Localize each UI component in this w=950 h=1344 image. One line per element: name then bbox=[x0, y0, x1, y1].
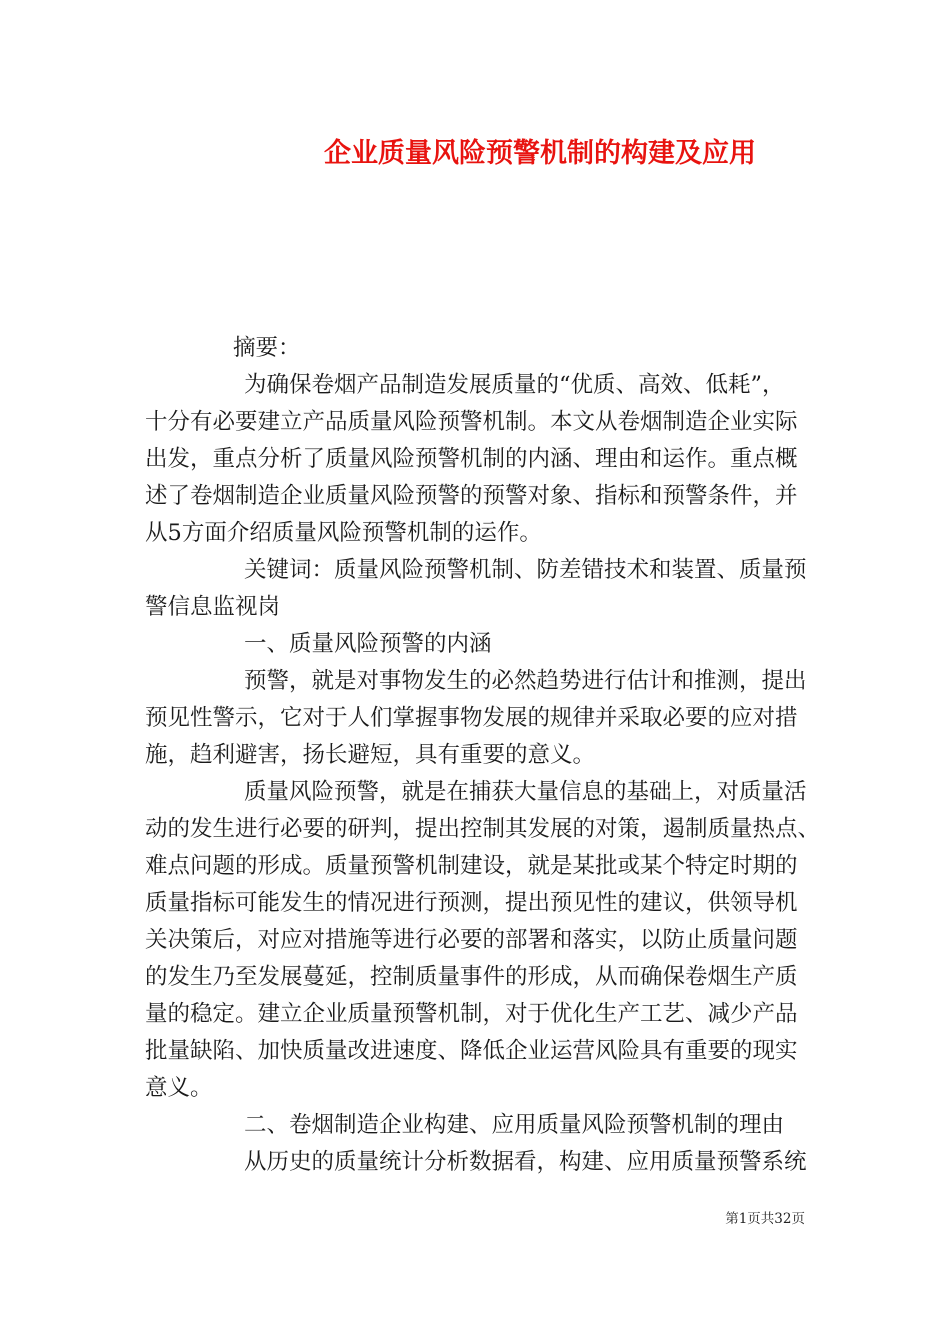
text-line: 述了卷烟制造企业质量风险预警的预警对象、指标和预警条件，并 bbox=[145, 483, 798, 509]
text-line: 施，趋利避害，扬长避短，具有重要的意义。 bbox=[145, 742, 596, 768]
text-line: 量的稳定。建立企业质量预警机制，对于优化生产工艺、减少产品 bbox=[145, 1001, 798, 1027]
text-line: 质量风险预警，就是在捕获大量信息的基础上，对质量活 bbox=[244, 779, 807, 805]
text-line: 关键词：质量风险预警机制、防差错技术和装置、质量预 bbox=[244, 557, 807, 583]
text-line: 意义。 bbox=[145, 1075, 213, 1101]
text-line: 为确保卷烟产品制造发展质量的“优质、高效、低耗”， bbox=[244, 372, 785, 398]
text-line: 从历史的质量统计分析数据看，构建、应用质量预警系统 bbox=[244, 1149, 807, 1175]
document-body bbox=[145, 330, 821, 1181]
text-line: 出发，重点分析了质量风险预警机制的内涵、理由和运作。重点概 bbox=[145, 446, 798, 472]
text-line: 摘要： bbox=[233, 335, 301, 361]
text-line: 十分有必要建立产品质量风险预警机制。本文从卷烟制造企业实际 bbox=[145, 409, 798, 435]
page-number: 第1页共32页 bbox=[725, 1211, 805, 1227]
text-line: 的发生乃至发展蔓延，控制质量事件的形成，从而确保卷烟生产质 bbox=[145, 964, 798, 990]
text-line: 批量缺陷、加快质量改进速度、降低企业运营风险具有重要的现实 bbox=[145, 1038, 798, 1064]
text-line: 从5方面介绍质量风险预警机制的运作。 bbox=[145, 520, 542, 546]
text-line: 一、质量风险预警的内涵 bbox=[244, 631, 492, 657]
text-line: 预见性警示，它对于人们掌握事物发展的规律并采取必要的应对措 bbox=[145, 705, 798, 731]
text-line: 难点问题的形成。质量预警机制建设，就是某批或某个特定时期的 bbox=[145, 853, 798, 879]
text-line: 关决策后，对应对措施等进行必要的部署和落实，以防止质量问题 bbox=[145, 927, 798, 953]
document-title: 企业质量风险预警机制的构建及应用 bbox=[324, 138, 756, 169]
text-line: 动的发生进行必要的研判，提出控制其发展的对策，遏制质量热点、 bbox=[145, 816, 821, 842]
text-line: 预警，就是对事物发生的必然趋势进行估计和推测，提出 bbox=[244, 668, 807, 694]
text-line: 质量指标可能发生的情况进行预测，提出预见性的建议，供领导机 bbox=[145, 890, 798, 916]
text-line: 警信息监视岗 bbox=[145, 594, 281, 620]
text-line: 二、卷烟制造企业构建、应用质量风险预警机制的理由 bbox=[244, 1112, 785, 1138]
